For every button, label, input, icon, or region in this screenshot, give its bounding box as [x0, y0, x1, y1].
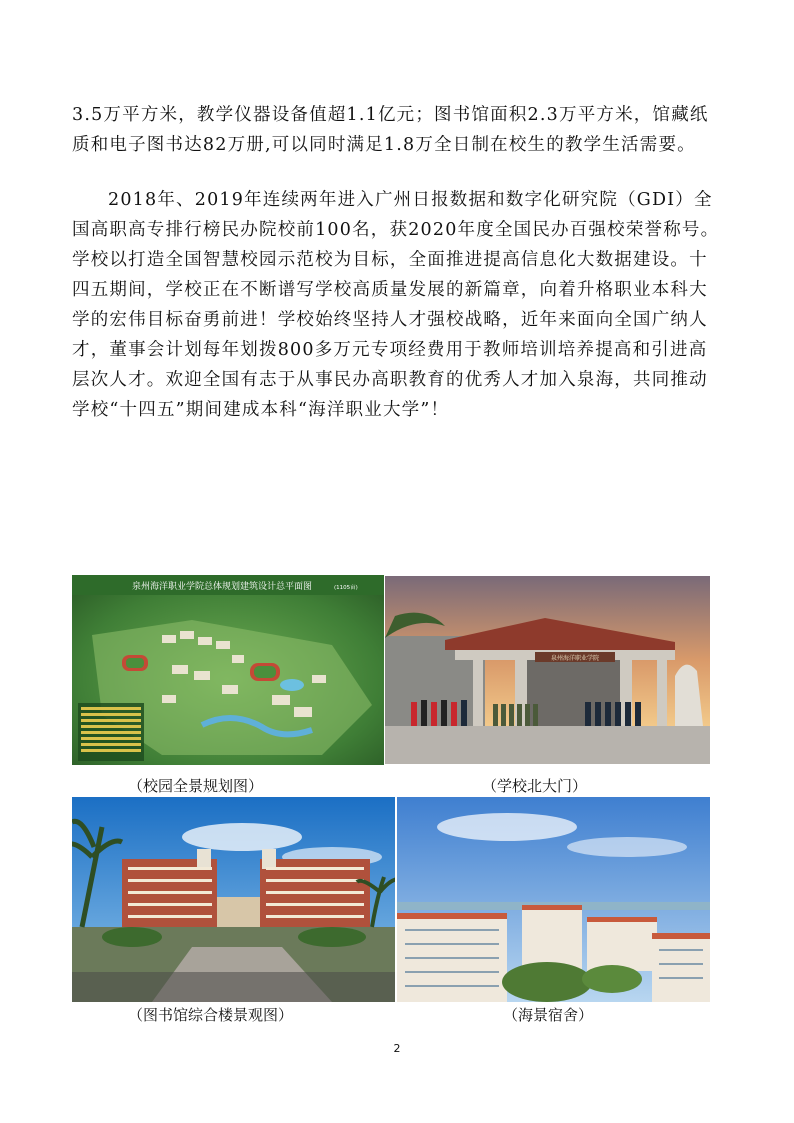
- dormitory-caption: （海景宿舍）: [503, 1006, 594, 1024]
- north-gate-caption: （学校北大门）: [482, 777, 588, 795]
- north-gate-image: [385, 576, 710, 764]
- paragraph-2: 2018年、2019年连续两年进入广州日报数据和数字化研究院（GDI）全国高职高专排行榜民办院校前100名，获2020年度全国民办百强校荣誉称号。学校以打造全国智慧校园示范校为目标，全面推进提高信息化大数据建设。十四五期间，学校正在不断谱写学校高质量发展的新篇章，向着升格职业本科大学的宏伟目标奋勇前进！学校始终坚持人才强校战略，近年来面向全国广纳人才，董事会计划每年划拨800多万元专项经费用于教师培训培养提高和引进高层次人才。欢迎全国有志于从事民办高职教育的优秀人才加入泉海，共同推动学校“十四五”期间建成本科“海洋职业大学”！: [72, 190, 720, 420]
- svg-text:(1105亩): (1105亩): [334, 585, 358, 591]
- paragraph-1: 3.5万平方米，教学仪器设备值超1.1亿元；图书馆面积2.3万平方米，馆藏纸质和电子图书达82万册,可以同时满足1.8万全日制在校生的教学生活需要。: [72, 105, 709, 155]
- svg-text:泉州海洋职业学院总体规划建筑设计总平面图: 泉州海洋职业学院总体规划建筑设计总平面图: [131, 582, 313, 592]
- library-image: [72, 797, 395, 1002]
- campus-map-caption: （校园全景规划图）: [128, 777, 264, 795]
- campus-map-image: [72, 575, 384, 765]
- library-caption: （图书馆综合楼景观图）: [128, 1006, 294, 1024]
- dormitory-image: [397, 797, 710, 1002]
- page-number: 2: [393, 1042, 401, 1055]
- gate-sign: 泉州海洋职业学院: [550, 655, 600, 662]
